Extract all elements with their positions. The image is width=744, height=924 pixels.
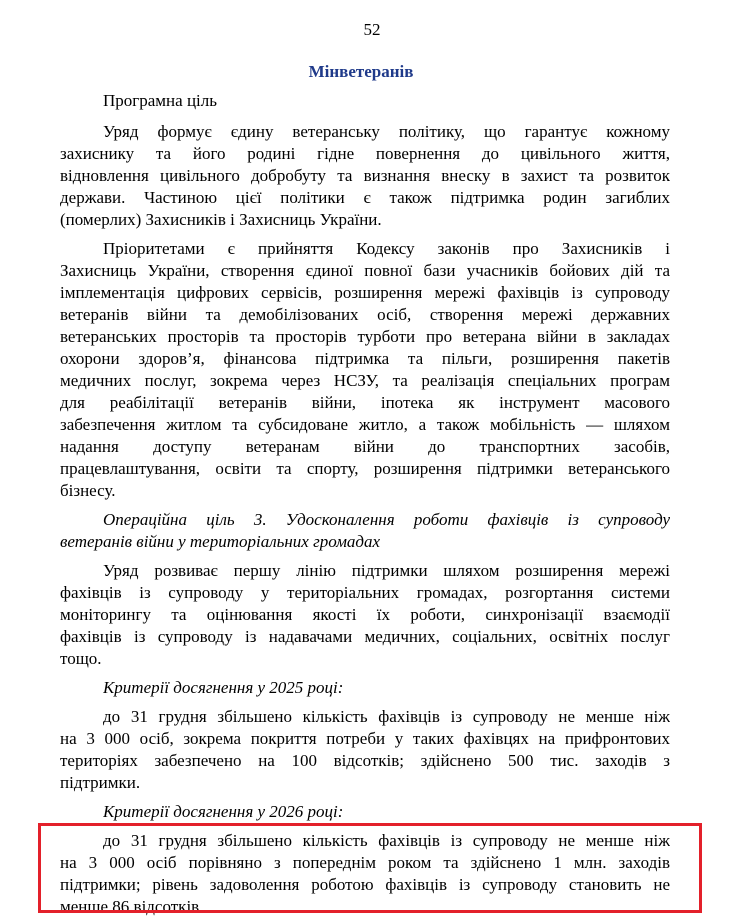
paragraph-line: імплементація цифрових сервісів, розширення мережі фахівців із супроводу — [60, 283, 670, 302]
paragraph-line: ветеранів війни та демобілізованих осіб, створення мережі державних — [60, 305, 670, 324]
paragraph-line: тощо. — [60, 649, 102, 668]
paragraph-line: територіях забезпечено на 100 відсотків; здійснено 500 тис. заходів з — [60, 751, 670, 770]
paragraph-line: моніторингу та оцінювання якості їх роботи, синхронізації взаємодії — [60, 605, 670, 624]
paragraph-line: бізнесу. — [60, 481, 116, 500]
paragraph-line: Пріоритетами є прийняття Кодексу законів про Захисників і — [103, 239, 670, 258]
paragraph-line: медичних послуг, зокрема через НСЗУ, та реалізація спеціальних програм — [60, 371, 670, 390]
paragraph-line: ветеранських просторів та просторів турботи про ветерана війни в закладах — [60, 327, 670, 346]
paragraph-line: на 3 000 осіб, зокрема покриття потреби у таких фахівцях на прифронтових — [60, 729, 670, 748]
operational-goal-heading: ветеранів війни у територіальних громадах — [60, 532, 381, 551]
paragraph-line: до 31 грудня збільшено кількість фахівців із супроводу не менше ніж — [103, 707, 670, 726]
paragraph-line: фахівців із супроводу у територіальних громадах, розгортання системи — [60, 583, 670, 602]
paragraph-line: Захисниць України, створення єдиної повної бази учасників бойових дій та — [60, 261, 670, 280]
criteria-2025-heading: Критерії досягнення у 2025 році: — [103, 678, 344, 697]
paragraph-line: охорони здоров’я, фінансова підтримка та пільги, розширення пакетів — [60, 349, 670, 368]
paragraph-line: відновлення цивільного добробуту та визнання внеску в захист та розвиток — [60, 166, 670, 185]
program-goal-heading: Програмна ціль — [103, 91, 218, 110]
paragraph-line: працевлаштування, освіти та спорту, розширення підтримки ветеранського — [60, 459, 670, 478]
criteria-2026-heading: Критерії досягнення у 2026 році: — [103, 802, 344, 821]
operational-goal-heading: Операційна ціль 3. Удосконалення роботи фахівців із супроводу — [103, 510, 670, 529]
paragraph-line: забезпечення житлом та субсидоване житло, а також мобільність — шляхом — [60, 415, 670, 434]
page-number: 52 — [363, 20, 381, 39]
highlight-box — [38, 823, 702, 913]
paragraph-line: менше 86 відсотків. — [60, 897, 204, 916]
paragraph-line: для реабілітації ветеранів війни, іпотека як інструмент масового — [60, 393, 670, 412]
paragraph-line: (померлих) Захисників і Захисниць України. — [60, 210, 382, 229]
paragraph-line: фахівців із супроводу із надавачами медичних, соціальних, освітніх послуг — [60, 627, 670, 646]
section-title: Мінветеранів — [308, 62, 414, 81]
paragraph-line: держави. Частиною цієї політики є також підтримка родин загиблих — [60, 188, 670, 207]
paragraph-line: підтримки; рівень задоволення роботою фахівців із супроводу становить не — [60, 875, 670, 894]
paragraph-line: надання доступу ветеранам війни до транспортних засобів, — [60, 437, 670, 456]
paragraph-line: підтримки. — [60, 773, 141, 792]
paragraph-line: захиснику та його родині гідне повернення до цивільного життя, — [60, 144, 670, 163]
paragraph-line: Уряд розвиває першу лінію підтримки шляхом розширення мережі — [103, 561, 670, 580]
paragraph-line: до 31 грудня збільшено кількість фахівців із супроводу не менше ніж — [103, 831, 670, 850]
paragraph-line: на 3 000 осіб порівняно з попереднім роком та здійснено 1 млн. заходів — [60, 853, 670, 872]
paragraph-line: Уряд формує єдину ветеранську політику, що гарантує кожному — [103, 122, 670, 141]
